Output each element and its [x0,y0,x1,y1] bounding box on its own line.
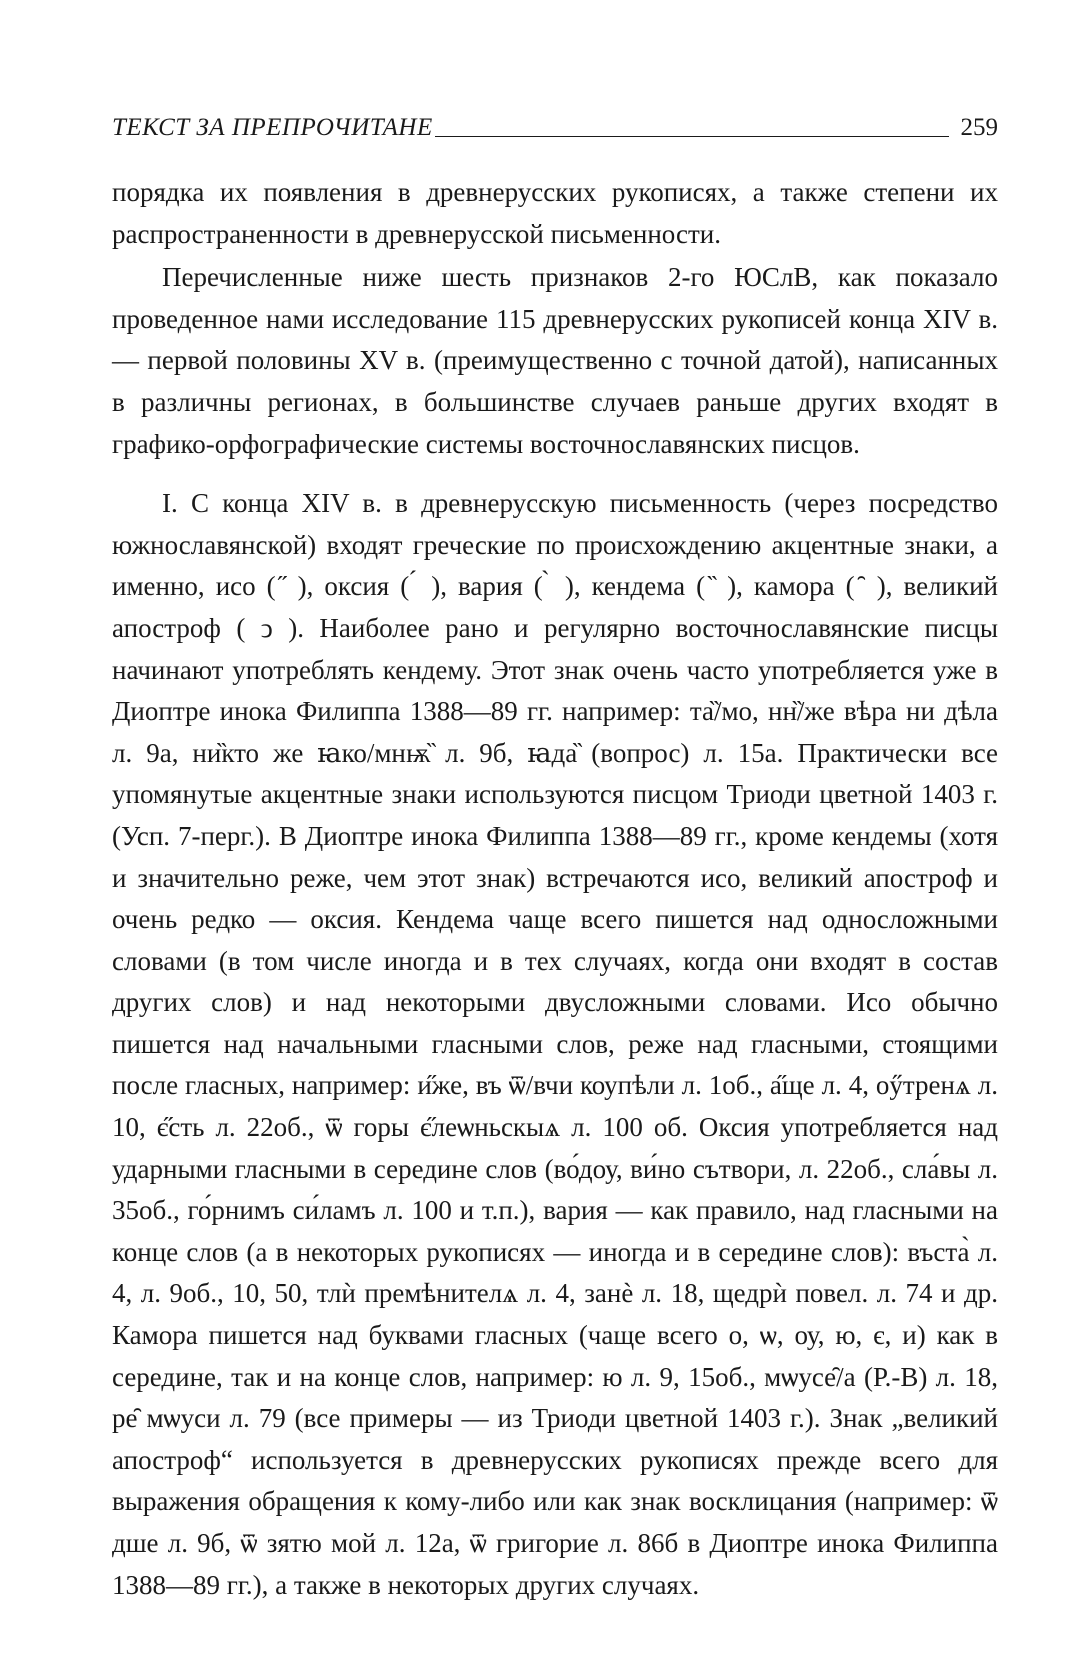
paragraph-section-i: I. С конца XIV в. в древнерусскую письменность (через посредство южнославянской) входят греческие по происхождению акцентные знаки, а именно, исо ( ̋ ), оксия ( ́ ), вария ( ̀ ), кендема ( ̏ ), камора ( ̑ ), великий апостроф ( ͻ ). Наиболее рано и регулярно восточнославянские писцы начинают употреблять кендему. Этот знак очень часто употребляется уже в Диоптре инока Филиппа 1388—89 гг. например: та̏/мо, нн̏/же вѣра ни дѣла л. 9а, ни̏кто же ꙗко/мнѭ̏ л. 9б, ꙗда̏ (вопрос) л. 15а. Практически все упомянутые акцентные знаки используются писцом Триоди цветной 1403 г. (Усп. 7-перг.). В Диоптре инока Филиппа 1388—89 гг., кроме кендемы (хотя и значительно реже, чем этот знак) встречаются исо, великий апостроф и очень редко — оксия. Кендема чаще всего пишется над односложными словами (в том числе иногда и в тех случаях, когда они входят в состав других слов) и над некоторыми двусложными словами. Исо обычно пишется над начальными гласными слов, реже над гласными, стоящими после гласных, например: и̋же, въ ѿ/вчи коупѣли л. 1об., а̋ще л. 4, оӳтренѧ л. 10, є̋сть л. 22об., ѿ горы є̋леѡньскыѧ л. 100 об. Оксия употребляется над ударными гласными в середине слов (во́доу, ви́но сътвори, л. 22об., сла́вы л. 35об., го́рнимъ си́ламъ л. 100 и т.п.), вария — как правило, над гласными на конце слов (а в некоторых рукописях — иногда и в середине слов): въста̀ л. 4, л. 9об., 10, 50, тлѝ премѣнителѧ л. 4, занѐ л. 18, щедрѝ повел. л. 74 и др. Камора пишется над буквами гласных (чаще всего о, ѡ, оу, ю, є, и) как в середине, так и на конце слов, например: ю л. 9, 15об., мѡусе̑/а (Р.-В) л. 18, ре̑ мѡуси л. 79 (все примеры — из Триоди цветной 1403 г.). Знак „великий апостроф“ используется в древнерусских рукописях прежде всего для выражения обращения к кому-либо или как знак восклицания (например: ѿ дше л. 9б, ѿ зятю мой л. 12а, ѿ григорие л. 86б в Диоптре инока Филиппа 1388—89 гг.), а также в некоторых других случаях. [112,488,998,1600]
book-page [112,100,998,1606]
body-text [112,172,998,1606]
page-number: 259 [960,114,998,141]
paragraph-features-intro: Перечисленные ниже шесть признаков 2-го ЮСлВ, как показало проведенное нами исследование 115 древнерусских рукописей конца XIV в. — первой половины XV в. (преимущественно с точной датой), написанных в различны регионах, в большинстве случаев раньше других входят в графико-орфографические системы восточнославянских писцов. [112,262,998,459]
running-header-title: ТЕКСТ ЗА ПРЕПРОЧИТАНЕ [112,114,433,141]
paragraph-continuation: порядка их появления в древнерусских рукописях, а также степени их распространенности в древнерусской письменности. [112,177,998,249]
running-header [112,100,998,140]
header-rule [435,136,949,137]
